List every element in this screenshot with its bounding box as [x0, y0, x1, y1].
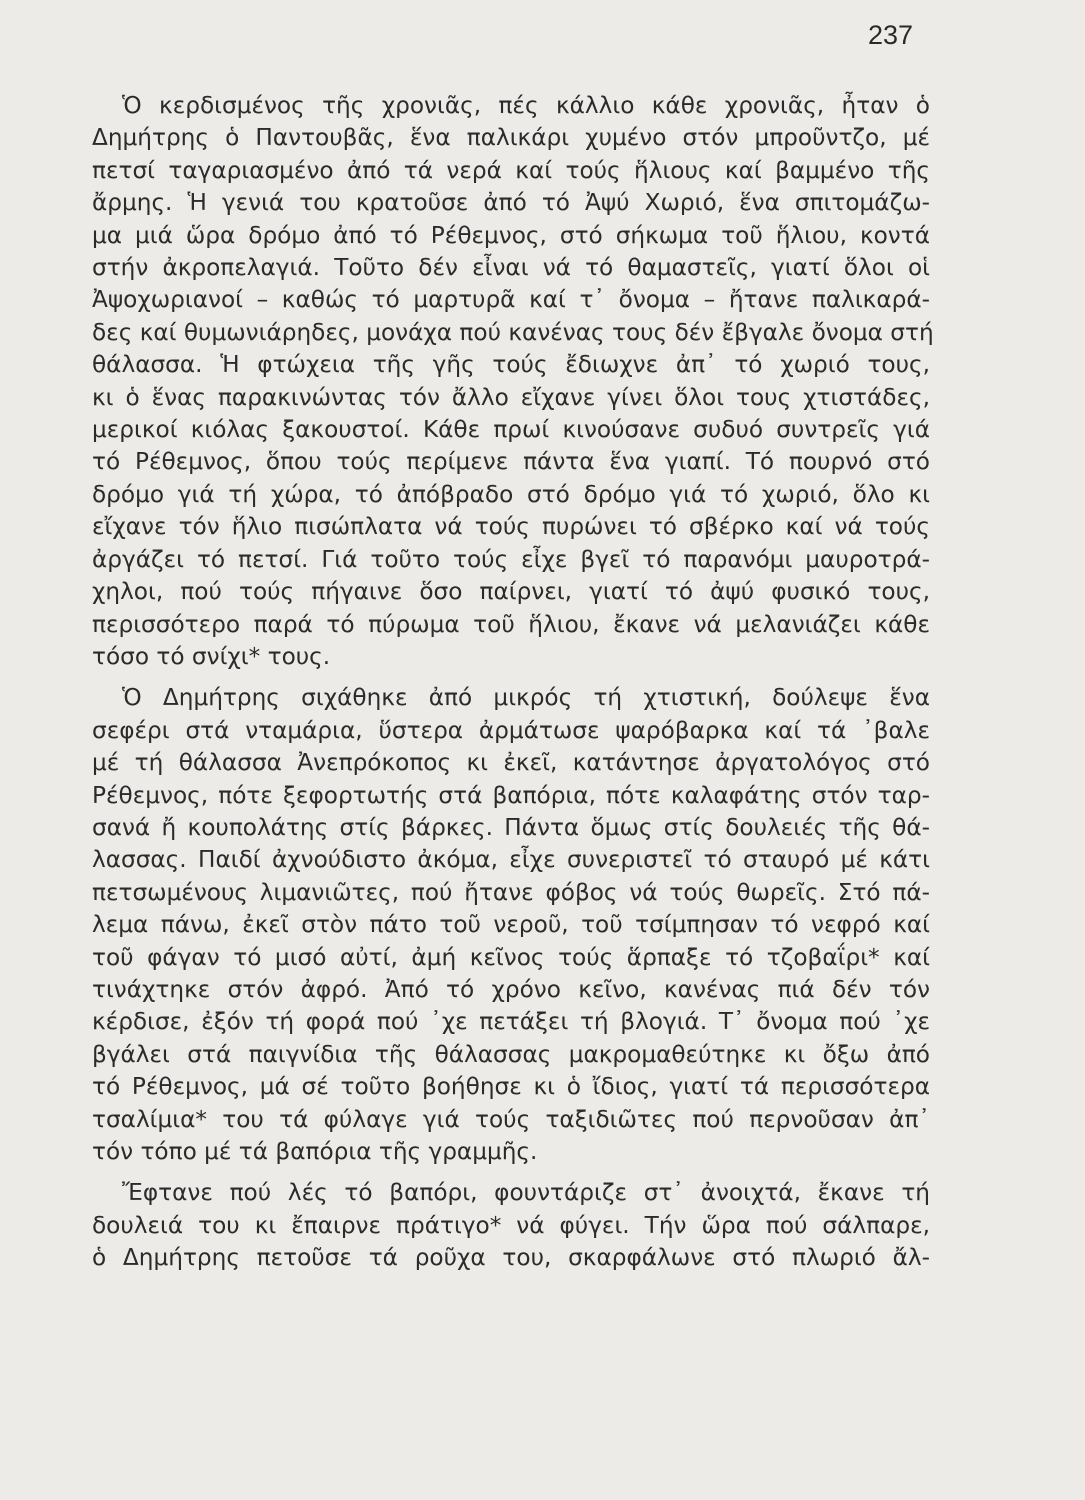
paragraph-3	[92, 1177, 930, 1274]
text-line: ὁ Δημήτρης πετοῦσε τά ροῦχα του, σκαρφάλωνε στό πλωριό ἄλ-	[92, 1244, 930, 1272]
text-line: λασσας. Παιδί ἀχνούδιστο ἀκόμα, εἶχε συνεριστεῖ τό σταυρό μέ κάτι	[92, 846, 930, 874]
text-line: τόν τόπο μέ τά βαπόρια τῆς γραμμῆς.	[92, 1138, 538, 1165]
text-line: Ὁ Δημήτρης σιχάθηκε ἀπό μικρός τή χτιστική, δούλεψε ἕνα	[122, 684, 930, 712]
text-line: κι ὁ ἕνας παρακινώντας τόν ἄλλο εἴχανε γίνει ὅλοι τους χτιστάδες,	[92, 383, 930, 411]
text-line: περισσότερο παρά τό πύρωμα τοῦ ἥλιου, ἔκανε νά μελανιάζει κάθε	[92, 610, 930, 638]
text-line: μα μιά ὥρα δρόμο ἀπό τό Ρέθεμνος, στό σήκωμα τοῦ ἥλιου, κοντά	[92, 221, 930, 249]
text-line: Ὁ κερδισμένος τῆς χρονιᾶς, πές κάλλιο κάθε χρονιᾶς, ἦταν ὁ	[122, 92, 930, 119]
text-line: ἄρμης. Ἡ γενιά του κρατοῦσε ἀπό τό Ἀψύ Χωριό, ἕνα σπιτομάζω-	[92, 189, 930, 217]
paragraph-1	[92, 90, 934, 673]
text-line: τινάχτηκε στόν ἀφρό. Ἀπό τό χρόνο κεῖνο, κανένας πιά δέν τόν	[92, 975, 930, 1003]
text-line: μερικοί κιόλας ξακουστοί. Κάθε πρωί κινούσανε συδυό συντρεῖς γιά	[92, 416, 930, 444]
text-line: δουλειά του κι ἔπαιρνε πράτιγο* νά φύγει. Τήν ὥρα πού σάλπαρε,	[92, 1211, 930, 1239]
paragraph-spacer	[92, 1168, 930, 1177]
text-line: τόσο τό σνίχι* τους.	[92, 642, 331, 670]
text-line: τοῦ φάγαν τό μισό αὐτί, ἀμή κεῖνος τούς ἅρπαξε τό τζοβαΐρι* καί	[92, 943, 930, 971]
text-line: Ρέθεμνος, πότε ξεφορτωτής στά βαπόρια, πότε καλαφάτης στόν ταρ-	[92, 781, 930, 809]
text-line: Ἀψοχωριανοί – καθώς τό μαρτυρᾶ καί τ᾽ ὄνομα – ἤτανε παλικαρά-	[92, 286, 930, 314]
text-line: λεμα πάνω, ἐκεῖ στὸν πάτο τοῦ νεροῦ, τοῦ τσίμπησαν τό νεφρό καί	[92, 911, 930, 939]
text-line: δες καί θυμωνιάρηδες, μονάχα πού κανένας τους δέν ἔβγαλε ὄνομα στή	[92, 318, 934, 346]
text-line: στήν ἀκροπελαγιά. Τοῦτο δέν εἶναι νά τό θαμαστεῖς, γιατί ὅλοι οἱ	[92, 254, 930, 282]
text-line: Δημήτρης ὁ Παντουβᾶς, ἕνα παλικάρι χυμένο στόν μπροῦντζο, μέ	[92, 124, 930, 152]
text-line: δρόμο γιά τή χώρα, τό ἀπόβραδο στό δρόμο γιά τό χωριό, ὅλο κι	[92, 480, 930, 508]
text-line: κέρδισε, ἐξόν τή φορά πού ᾽χε πετάξει τή βλογιά. Τ᾽ ὄνομα πού ᾽χε	[92, 1008, 930, 1036]
text-line: σεφέρι στά νταμάρια, ὕστερα ἀρμάτωσε ψαρόβαρκα καί τά ᾽βαλε	[92, 716, 930, 744]
text-line: ἀργάζει τό πετσί. Γιά τοῦτο τούς εἶχε βγεῖ τό παρανόμι μαυροτρά-	[92, 545, 930, 573]
text-line: μέ τή θάλασσα Ἀνεπρόκοπος κι ἐκεῖ, κατάντησε ἀργατολόγος στό	[92, 749, 930, 777]
text-line: πετσί ταγαριασμένο ἀπό τά νερά καί τούς ἥλιους καί βαμμένο τῆς	[92, 156, 930, 184]
text-line: πετσωμένους λιμανιῶτες, πού ἤτανε φόβος νά τούς θωρεῖς. Στό πά-	[92, 878, 930, 906]
paragraph-2	[92, 682, 930, 1168]
text-line: θάλασσα. Ἡ φτώχεια τῆς γῆς τούς ἔδιωχνε ἀπ᾽ τό χωριό τους,	[92, 351, 930, 379]
text-line: τό Ρέθεμνος, ὅπου τούς περίμενε πάντα ἕνα γιαπί. Τό πουρνό στό	[92, 448, 930, 476]
text-line: χηλοι, πού τούς πήγαινε ὅσο παίρνει, γιατί τό ἀψύ φυσικό τους,	[92, 578, 930, 606]
text-line: βγάλει στά παιγνίδια τῆς θάλασσας μακρομαθεύτηκε κι ὄξω ἀπό	[92, 1040, 930, 1068]
paragraph-spacer	[92, 673, 930, 682]
text-line: τσαλίμια* του τά φύλαγε γιά τούς ταξιδιῶτες πού περνοῦσαν ἀπ᾽	[92, 1105, 930, 1133]
text-line: τό Ρέθεμνος, μά σέ τοῦτο βοήθησε κι ὁ ἴδιος, γιατί τά περισσότερα	[92, 1073, 930, 1101]
body-text	[92, 90, 934, 1275]
text-line: εἴχανε τόν ἥλιο πισώπλατα νά τούς πυρώνει τό σβέρκο καί νά τούς	[92, 513, 930, 541]
page-number: 237	[867, 20, 913, 50]
text-line: σανά ἤ κουπολάτης στίς βάρκες. Πάντα ὅμως στίς δουλειές τῆς θά-	[92, 813, 930, 841]
text-line: Ἔφτανε πού λές τό βαπόρι, φουντάριζε στ᾽ ἀνοιχτά, ἔκανε τή	[122, 1179, 930, 1207]
